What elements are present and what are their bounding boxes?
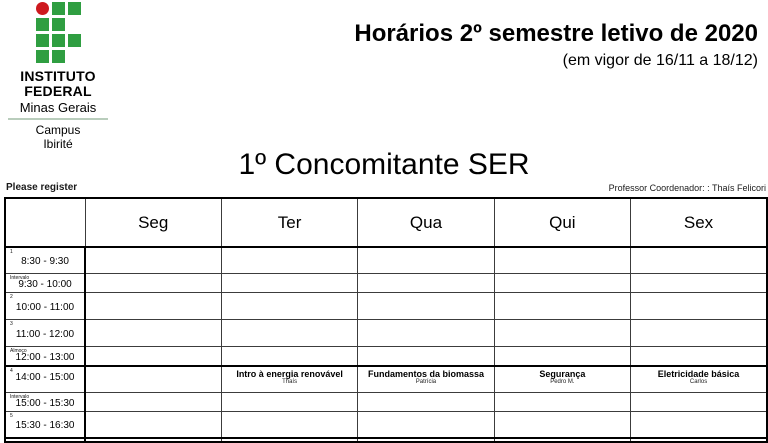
period-marker: 1 bbox=[10, 249, 13, 255]
time-range: 12:00 - 13:00 bbox=[15, 351, 75, 363]
day-header-sex: Sex bbox=[631, 198, 767, 247]
institute-name-line1: INSTITUTO bbox=[20, 68, 96, 84]
schedule-row bbox=[5, 319, 767, 346]
period-marker: 4 bbox=[10, 367, 13, 374]
schedule-table bbox=[4, 197, 768, 443]
day-header-ter: Ter bbox=[221, 198, 357, 247]
schedule-cell bbox=[494, 412, 630, 438]
schedule-cell bbox=[221, 319, 357, 346]
subject-name: Segurança bbox=[539, 368, 586, 379]
day-header-row bbox=[5, 198, 767, 247]
schedule-cell bbox=[631, 292, 767, 319]
schedule-cell bbox=[494, 247, 630, 273]
day-header-seg: Seg bbox=[85, 198, 221, 247]
title-block bbox=[354, 20, 758, 72]
time-cell bbox=[5, 292, 85, 319]
time-range: 14:00 - 15:00 bbox=[15, 371, 75, 383]
subject-name bbox=[86, 367, 221, 369]
schedule-cell bbox=[85, 319, 221, 346]
subject-name: Eletricidade básica bbox=[657, 368, 740, 379]
corner-cell bbox=[5, 198, 85, 247]
schedule-cell bbox=[494, 273, 630, 292]
schedule-cell bbox=[358, 292, 494, 319]
institute-region: Minas Gerais bbox=[19, 100, 97, 115]
period-marker: 5 bbox=[10, 413, 13, 419]
schedule-cell bbox=[494, 393, 630, 412]
schedule-row bbox=[5, 273, 767, 292]
section-title: 1º Concomitante SER bbox=[238, 148, 530, 181]
schedule-cell bbox=[85, 292, 221, 319]
subject-name: Fundamentos da biomassa bbox=[367, 368, 484, 379]
page-subtitle: (em vigor de 16/11 a 18/12) bbox=[562, 52, 758, 69]
ifmg-logo bbox=[0, 2, 116, 151]
schedule-cell bbox=[358, 346, 494, 366]
schedule-table-wrap bbox=[4, 197, 768, 443]
schedule-cell bbox=[631, 273, 767, 292]
logo-divider bbox=[8, 118, 108, 120]
logo-red-dot bbox=[36, 2, 49, 15]
please-register-watermark: Please register bbox=[6, 182, 78, 193]
schedule-cell bbox=[631, 393, 767, 412]
time-cell bbox=[5, 319, 85, 346]
time-cell bbox=[5, 247, 85, 273]
schedule-cell bbox=[85, 412, 221, 438]
schedule-cell bbox=[631, 366, 767, 393]
time-range: 10:00 - 11:00 bbox=[15, 301, 75, 313]
time-range: 11:00 - 12:00 bbox=[15, 328, 75, 340]
time-cell bbox=[5, 393, 85, 412]
time-cell bbox=[5, 412, 85, 438]
campus-line1: Campus bbox=[35, 123, 81, 137]
time-range: 8:30 - 9:30 bbox=[21, 256, 69, 268]
day-header-qui: Qui bbox=[494, 198, 630, 247]
schedule-cell bbox=[631, 346, 767, 366]
schedule-cell bbox=[358, 273, 494, 292]
teacher-name: Thaís bbox=[282, 378, 298, 385]
schedule-cell bbox=[494, 366, 630, 393]
ifmg-logo-mark-icon bbox=[36, 2, 81, 63]
schedule-row bbox=[5, 292, 767, 319]
cutoff-row bbox=[5, 438, 767, 442]
time-cell bbox=[5, 346, 85, 366]
institute-name-line2: FEDERAL bbox=[24, 83, 92, 99]
schedule-cell bbox=[221, 273, 357, 292]
teacher-name: Carlos bbox=[689, 378, 708, 385]
schedule-cell bbox=[221, 393, 357, 412]
schedule-row bbox=[5, 412, 767, 438]
coordinator-label: Professor Coordenador: : Thaís Felicori bbox=[608, 183, 766, 193]
schedule-cell bbox=[358, 366, 494, 393]
schedule-cell bbox=[358, 412, 494, 438]
schedule-row bbox=[5, 393, 767, 412]
schedule-cell bbox=[85, 393, 221, 412]
time-range: 15:30 - 16:30 bbox=[15, 420, 75, 432]
period-marker: Almoço bbox=[10, 347, 27, 354]
schedule-cell bbox=[358, 393, 494, 412]
schedule-cell bbox=[631, 319, 767, 346]
teacher-name: Patrícia bbox=[415, 378, 437, 385]
campus-line2: Ibirité bbox=[43, 137, 73, 151]
schedule-cell bbox=[221, 292, 357, 319]
schedule-row bbox=[5, 366, 767, 393]
time-cell bbox=[5, 273, 85, 292]
period-marker: Intervalo bbox=[10, 274, 30, 281]
schedule-cell bbox=[85, 273, 221, 292]
schedule-cell bbox=[221, 412, 357, 438]
schedule-cell bbox=[221, 346, 357, 366]
schedule-cell bbox=[494, 346, 630, 366]
schedule-cell bbox=[85, 247, 221, 273]
time-cell bbox=[5, 366, 85, 393]
schedule-cell bbox=[85, 366, 221, 393]
time-range: 15:00 - 15:30 bbox=[15, 398, 75, 409]
schedule-cell bbox=[631, 247, 767, 273]
period-marker: 3 bbox=[10, 320, 13, 327]
schedule-cell bbox=[358, 247, 494, 273]
schedule-row bbox=[5, 247, 767, 273]
teacher-name: Pedro M. bbox=[550, 378, 575, 385]
period-marker: Intervalo bbox=[10, 394, 30, 400]
schedule-cell bbox=[85, 346, 221, 366]
schedule-cell bbox=[221, 247, 357, 273]
meta-row bbox=[6, 182, 766, 193]
schedule-cell bbox=[494, 319, 630, 346]
day-header-qua: Qua bbox=[358, 198, 494, 247]
schedule-row bbox=[5, 346, 767, 366]
page-title: Horários 2º semestre letivo de 2020 bbox=[354, 20, 758, 47]
schedule-cell bbox=[631, 412, 767, 438]
schedule-body bbox=[5, 247, 767, 438]
schedule-cell bbox=[358, 319, 494, 346]
schedule-cell bbox=[494, 292, 630, 319]
subject-name: Intro à energia renovável bbox=[236, 368, 343, 379]
time-range: 9:30 - 10:00 bbox=[18, 278, 72, 290]
period-marker: 2 bbox=[10, 293, 13, 300]
schedule-cell bbox=[221, 366, 357, 393]
